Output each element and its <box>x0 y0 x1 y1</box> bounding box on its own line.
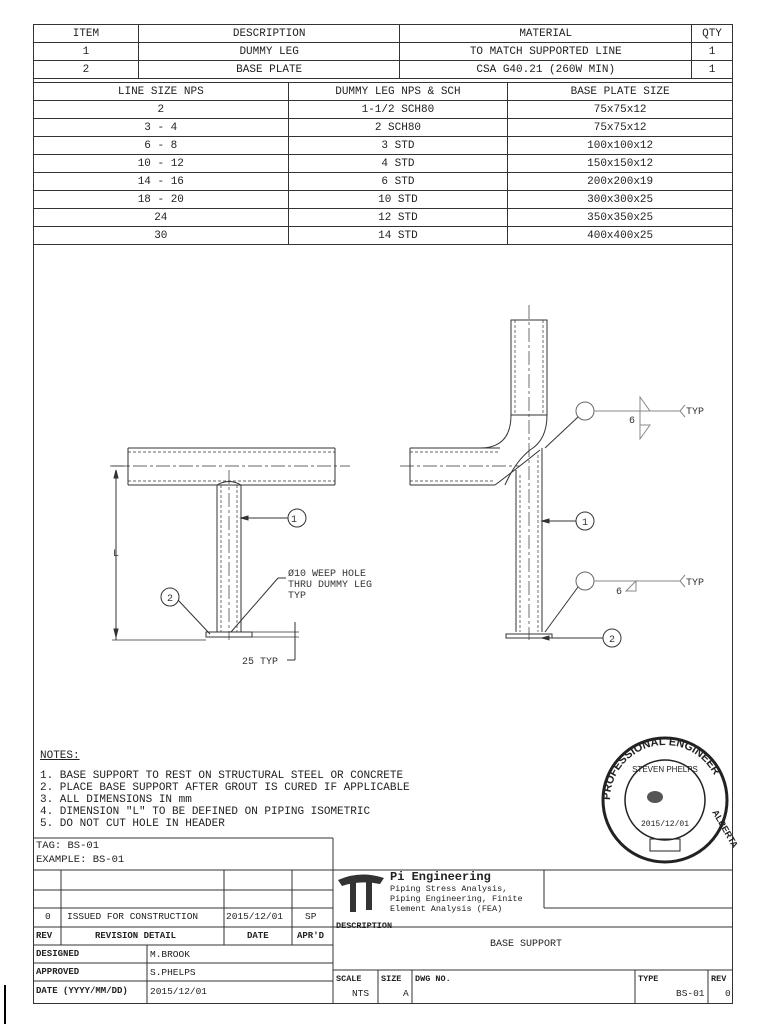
balloon-1-left: 1 <box>290 515 298 526</box>
company-line1: Piping Stress Analysis, <box>390 884 508 894</box>
size-cell: 6 - 8 <box>34 137 289 155</box>
company-line2: Piping Engineering, Finite <box>390 894 523 904</box>
size-cell: 350x350x25 <box>508 209 733 227</box>
type-value: BS-01 <box>676 988 705 999</box>
size-cell: 14 STD <box>288 227 508 245</box>
date-label-text: DATE (YYYY/MM/DD) <box>36 986 128 996</box>
approved-value: S.PHELPS <box>150 967 196 978</box>
size-cell: 100x100x12 <box>508 137 733 155</box>
size-cell: 6 STD <box>288 173 508 191</box>
rev-date-header: DATE <box>247 931 269 941</box>
date-value: 2015/12/01 <box>150 986 208 997</box>
size-cell: 3 STD <box>288 137 508 155</box>
approved-label <box>36 967 79 977</box>
size-cell: 75x75x12 <box>508 101 733 119</box>
size-cell: 4 STD <box>288 155 508 173</box>
notes <box>40 750 410 830</box>
size-col-line: LINE SIZE NPS <box>34 83 289 101</box>
type-label: TYPE <box>638 974 659 984</box>
scale-label: SCALE <box>336 974 362 984</box>
bom-cell: 1 <box>692 61 733 79</box>
bom-cell: BASE PLATE <box>138 61 400 79</box>
size-cell: 14 - 16 <box>34 173 289 191</box>
rev-header: REV <box>36 931 53 941</box>
balloon-2-left: 2 <box>166 594 174 605</box>
size-cell: 75x75x12 <box>508 119 733 137</box>
size-cell: 300x300x25 <box>508 191 733 209</box>
engineer-stamp <box>601 736 740 862</box>
size-value: A <box>403 988 409 999</box>
designed-value: M.BROOK <box>150 949 190 960</box>
rev-detail-header: REVISION DETAIL <box>95 931 177 941</box>
stamp-title: PROFESSIONAL ENGINEER <box>600 735 723 801</box>
bom-col-qty: QTY <box>692 25 733 43</box>
bom-cell: DUMMY LEG <box>138 43 400 61</box>
size-cell: 400x400x25 <box>508 227 733 245</box>
bom-cell: CSA G40.21 (260W MIN) <box>400 61 692 79</box>
rev-value: 0 <box>725 988 731 999</box>
bom-cell: 2 <box>34 61 139 79</box>
size-cell: 18 - 20 <box>34 191 289 209</box>
size-cell: 200x200x19 <box>508 173 733 191</box>
size-cell: 2 <box>34 101 289 119</box>
size-cell: 30 <box>34 227 289 245</box>
weep-hole-line3: TYP <box>288 591 307 602</box>
weld-size-bottom: 6 <box>616 587 623 598</box>
note-item: 3. ALL DIMENSIONS IN mm <box>40 794 192 806</box>
size-col-plate: BASE PLATE SIZE <box>508 83 733 101</box>
example-text: EXAMPLE: BS-01 <box>36 854 125 866</box>
balloon-1-right: 1 <box>582 518 589 529</box>
designed-label <box>36 949 79 959</box>
company-line3: Element Analysis (FEA) <box>390 904 503 914</box>
company-name: Pi Engineering <box>390 870 491 884</box>
note-item: 5. DO NOT CUT HOLE IN HEADER <box>40 818 225 830</box>
rev-aprd: SP <box>305 911 317 922</box>
size-col-leg: DUMMY LEG NPS & SCH <box>288 83 508 101</box>
note-item: 1. BASE SUPPORT TO REST ON STRUCTURAL STEEL OR CONCRETE <box>40 770 404 782</box>
bom-cell: 1 <box>34 43 139 61</box>
dim-25-typ: 25 TYP <box>242 657 279 668</box>
stamp-name: STEVEN PHELPS <box>632 765 698 774</box>
rev-detail: ISSUED FOR CONSTRUCTION <box>67 911 199 922</box>
size-cell: 1-1/2 SCH80 <box>288 101 508 119</box>
weld-size-top: 6 <box>629 416 636 427</box>
bom-col-description: DESCRIPTION <box>138 25 400 43</box>
size-cell: 24 <box>34 209 289 227</box>
size-cell: 10 STD <box>288 191 508 209</box>
rev-aprd-header: APR'D <box>297 931 325 941</box>
weld-typ-top: TYP <box>686 407 705 418</box>
tag-block <box>36 839 124 867</box>
size-label: SIZE <box>381 974 402 984</box>
description-value: BASE SUPPORT <box>490 939 563 950</box>
dim-L-label: L <box>113 549 120 560</box>
bom-cell: TO MATCH SUPPORTED LINE <box>400 43 692 61</box>
weep-hole-line1: Ø10 WEEP HOLE <box>288 569 367 580</box>
stamp-province: ALBERTA <box>710 808 741 850</box>
weep-hole-line2: THRU DUMMY LEG <box>288 580 373 591</box>
stamp-date: 2015/12/01 <box>640 820 690 829</box>
approved-label-text: APPROVED <box>36 967 80 977</box>
rev-date: 2015/12/01 <box>226 911 284 922</box>
notes-title: NOTES: <box>40 750 80 762</box>
tag-text: TAG: BS-01 <box>36 840 100 852</box>
bom-col-material: MATERIAL <box>400 25 692 43</box>
scale-value: NTS <box>352 988 370 999</box>
company-block <box>390 871 523 914</box>
rev-no: 0 <box>45 911 51 922</box>
size-cell: 3 - 4 <box>34 119 289 137</box>
balloon-2-right: 2 <box>609 635 616 646</box>
rev-label: REV <box>711 974 727 984</box>
bom-col-item: ITEM <box>34 25 139 43</box>
pi-logo <box>338 874 384 912</box>
size-cell: 150x150x12 <box>508 155 733 173</box>
size-cell: 12 STD <box>288 209 508 227</box>
dwg-no-label: DWG NO. <box>415 974 451 984</box>
weld-typ-bottom: TYP <box>686 578 705 589</box>
bom-cell: 1 <box>692 43 733 61</box>
size-cell: 2 SCH80 <box>288 119 508 137</box>
note-item: 4. DIMENSION "L" TO BE DEFINED ON PIPING ISOMETRIC <box>40 806 371 818</box>
note-item: 2. PLACE BASE SUPPORT AFTER GROUT IS CURED IF APPLICABLE <box>40 782 410 794</box>
size-cell: 10 - 12 <box>34 155 289 173</box>
description-label: DESCRIPTION <box>336 921 393 931</box>
date-label <box>36 986 128 996</box>
designed-label-text: DESIGNED <box>36 949 80 959</box>
